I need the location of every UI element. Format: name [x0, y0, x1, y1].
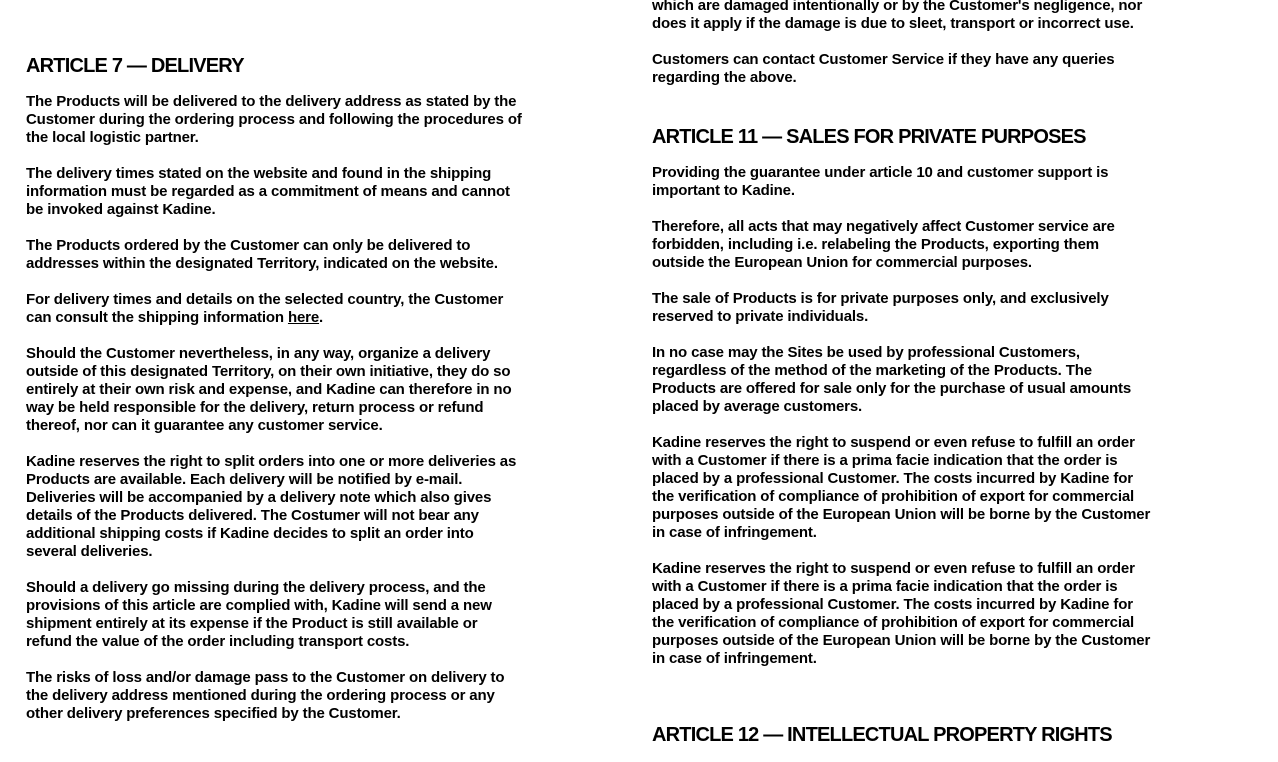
- shipping-info-link[interactable]: here: [287, 309, 320, 326]
- shipping-info-text: For delivery times and details on the selected country, the Customer can consult the shipping information: [26, 291, 504, 326]
- article-7-heading: ARTICLE 7 — DELIVERY: [26, 55, 244, 77]
- left-column: [26, 0, 526, 741]
- article-12-heading: ARTICLE 12 — INTELLECTUAL PROPERTY RIGHTS: [652, 724, 1112, 746]
- private-sales-paragraph-4: In no case may the Sites be used by professional Customers, regardless of the method of the marketing of the Products. The Products are offered for sale only for the purchase of usual amounts placed by average customers.: [652, 344, 1132, 415]
- private-sales-paragraph-5: Kadine reserves the right to suspend or even refuse to fulfill an order with a Customer if there is a prima facie indication that the order is placed by a professional Customer. The costs incurred by Kadine for the verification of compliance of prohibition of export for commercial purposes outside of the European Union will be borne by the Customer in case of infringement.: [652, 434, 1151, 541]
- delivery-paragraph-6: Should a delivery go missing during the delivery process, and the provisions of this article are complied with, Kadine will send a new shipment entirely at its expense if the Product is still available or refund the value of the order including transport costs.: [26, 579, 492, 650]
- delivery-paragraph-5: Kadine reserves the right to split orders into one or more deliveries as Products are available. Each delivery will be notified by e-mail. Deliveries will be accompanied by a delivery note which also gives details of the Products delivered. The Costumer will not bear any additional shipping costs if Kadine decides to split an order into several deliveries.: [26, 453, 517, 560]
- private-sales-paragraph-1: Providing the guarantee under article 10 and customer support is important to Kadine.: [652, 164, 1109, 199]
- guarantee-continuation-paragraph: which are damaged intentionally or by the Customer's negligence, nor does it apply if the damage is due to sleet, transport or incorrect use.: [652, 0, 1143, 32]
- private-sales-paragraph-2: Therefore, all acts that may negatively affect Customer service are forbidden, including i.e. relabeling the Products, exporting them outside the European Union for commercial purposes.: [652, 218, 1115, 271]
- private-sales-paragraph-3: The sale of Products is for private purposes only, and exclusively reserved to private individuals.: [652, 290, 1109, 325]
- customer-service-paragraph: Customers can contact Customer Service if they have any queries regarding the above.: [652, 51, 1115, 86]
- delivery-paragraph-7: The risks of loss and/or damage pass to the Customer on delivery to the delivery address mentioned during the ordering process or any other delivery preferences specified by the Customer.: [26, 669, 505, 722]
- delivery-paragraph-4: Should the Customer nevertheless, in any way, organize a delivery outside of this designated Territory, on their own initiative, they do so entirely at their own risk and expense, and Kadine can therefore in no way be held responsible for the delivery, return process or refund thereof, nor can it guarantee any customer service.: [26, 345, 512, 434]
- right-column: [652, 0, 1152, 748]
- private-sales-paragraph-6: Kadine reserves the right to suspend or even refuse to fulfill an order with a Customer if there is a prima facie indication that the order is placed by a professional Customer. The costs incurred by Kadine for the verification of compliance of prohibition of export for commercial purposes outside of the European Union will be borne by the Customer in case of infringement.: [652, 560, 1151, 667]
- shipping-info-paragraph: [26, 291, 526, 327]
- shipping-info-end: .: [319, 309, 324, 326]
- delivery-paragraph-3: The Products ordered by the Customer can only be delivered to addresses within the designated Territory, indicated on the website.: [26, 237, 498, 272]
- delivery-paragraph-1: The Products will be delivered to the delivery address as stated by the Customer during the ordering process and following the procedures of the local logistic partner.: [26, 93, 522, 146]
- delivery-paragraph-2: The delivery times stated on the website and found in the shipping information must be regarded as a commitment of means and cannot be invoked against Kadine.: [26, 165, 510, 218]
- article-11-heading: ARTICLE 11 — SALES FOR PRIVATE PURPOSES: [652, 126, 1086, 148]
